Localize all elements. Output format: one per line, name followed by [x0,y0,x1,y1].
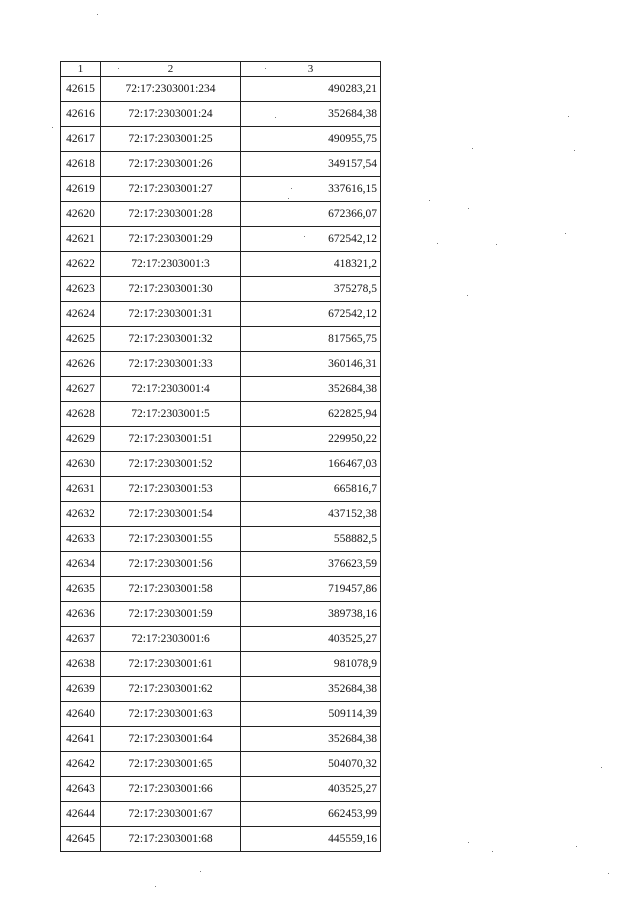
table-row [61,327,381,352]
cadastral-number-cell: 72:17:2303001:68 [101,827,241,852]
cadastral-value-cell: 490283,21 [241,77,381,102]
table-row [61,352,381,377]
column-number-row [61,62,381,77]
scan-speck [275,117,276,118]
cadastral-value-cell: 672542,12 [241,302,381,327]
cadastral-number-cell: 72:17:2303001:65 [101,752,241,777]
cadastral-value-cell: 662453,99 [241,802,381,827]
table-row [61,702,381,727]
row-number-cell: 42634 [61,552,101,577]
cadastral-number-cell: 72:17:2303001:61 [101,652,241,677]
scan-speck [472,148,473,149]
row-number-cell: 42624 [61,302,101,327]
row-number-cell: 42638 [61,652,101,677]
row-number-cell: 42645 [61,827,101,852]
cadastral-number-cell: 72:17:2303001:29 [101,227,241,252]
table-row [61,802,381,827]
scan-speck [291,188,292,189]
column-number-2: 2 [101,62,241,77]
cadastral-number-cell: 72:17:2303001:32 [101,327,241,352]
row-number-cell: 42628 [61,402,101,427]
row-number-cell: 42616 [61,102,101,127]
cadastral-value-cell: 445559,16 [241,827,381,852]
scan-speck [288,198,289,199]
scan-speck [118,68,119,69]
scan-speck [496,244,497,245]
cadastral-value-cell: 403525,27 [241,777,381,802]
cadastral-number-cell: 72:17:2303001:66 [101,777,241,802]
cadastral-number-cell: 72:17:2303001:52 [101,452,241,477]
table-row [61,602,381,627]
cadastral-value-cell: 672542,12 [241,227,381,252]
cadastral-number-cell: 72:17:2303001:56 [101,552,241,577]
row-number-cell: 42636 [61,602,101,627]
cadastral-number-cell: 72:17:2303001:63 [101,702,241,727]
scan-speck [467,295,468,296]
cadastral-value-cell: 719457,86 [241,577,381,602]
table-row [61,177,381,202]
cadastral-number-cell: 72:17:2303001:58 [101,577,241,602]
cadastral-number-cell: 72:17:2303001:25 [101,127,241,152]
cadastral-value-cell: 375278,5 [241,277,381,302]
table-row [61,627,381,652]
table-body [61,77,381,852]
table-row [61,227,381,252]
row-number-cell: 42627 [61,377,101,402]
table-row [61,102,381,127]
table-row [61,777,381,802]
scan-speck [437,243,438,244]
scan-speck [52,127,53,128]
scan-speck [468,208,469,209]
row-number-cell: 42623 [61,277,101,302]
row-number-cell: 42621 [61,227,101,252]
row-number-cell: 42643 [61,777,101,802]
row-number-cell: 42622 [61,252,101,277]
row-number-cell: 42642 [61,752,101,777]
row-number-cell: 42635 [61,577,101,602]
table-row [61,752,381,777]
scan-speck [565,233,566,234]
row-number-cell: 42619 [61,177,101,202]
scan-speck [468,842,469,843]
cadastral-value-cell: 665816,7 [241,477,381,502]
table-row [61,502,381,527]
row-number-cell: 42615 [61,77,101,102]
scan-speck [576,846,577,847]
column-number-3: 3 [241,62,381,77]
cadastral-value-cell: 352684,38 [241,377,381,402]
cadastral-value-cell: 504070,32 [241,752,381,777]
cadastral-value-cell: 352684,38 [241,727,381,752]
row-number-cell: 42617 [61,127,101,152]
table-row [61,152,381,177]
table-row [61,427,381,452]
cadastral-value-cell: 352684,38 [241,677,381,702]
scan-speck [304,236,305,237]
scan-speck [568,116,569,117]
cadastral-number-cell: 72:17:2303001:59 [101,602,241,627]
scan-speck [601,767,602,768]
cadastral-value-cell: 418321,2 [241,252,381,277]
cadastral-value-cell: 558882,5 [241,527,381,552]
cadastral-value-cell: 981078,9 [241,652,381,677]
table-row [61,77,381,102]
scan-speck [200,871,201,872]
row-number-cell: 42631 [61,477,101,502]
column-number-1: 1 [61,62,101,77]
cadastral-number-cell: 72:17:2303001:30 [101,277,241,302]
cadastral-number-cell: 72:17:2303001:55 [101,527,241,552]
cadastral-value-cell: 403525,27 [241,627,381,652]
scan-speck [492,851,493,852]
cadastral-value-cell: 352684,38 [241,102,381,127]
table-row [61,377,381,402]
cadastral-number-cell: 72:17:2303001:27 [101,177,241,202]
cadastral-value-cell: 166467,03 [241,452,381,477]
cadastral-number-cell: 72:17:2303001:3 [101,252,241,277]
table-row [61,402,381,427]
cadastral-value-cell: 509114,39 [241,702,381,727]
scan-speck [265,68,266,69]
cadastral-value-cell: 337616,15 [241,177,381,202]
row-number-cell: 42618 [61,152,101,177]
table-row [61,827,381,852]
cadastral-number-cell: 72:17:2303001:26 [101,152,241,177]
table-row [61,452,381,477]
cadastral-value-cell: 229950,22 [241,427,381,452]
table-row [61,552,381,577]
row-number-cell: 42626 [61,352,101,377]
row-number-cell: 42629 [61,427,101,452]
table-row [61,302,381,327]
cadastral-value-cell: 437152,38 [241,502,381,527]
cadastral-number-cell: 72:17:2303001:33 [101,352,241,377]
table-row [61,252,381,277]
scan-speck [429,200,430,201]
row-number-cell: 42641 [61,727,101,752]
cadastral-value-cell: 376623,59 [241,552,381,577]
row-number-cell: 42630 [61,452,101,477]
table-row [61,277,381,302]
table-row [61,727,381,752]
scan-speck [155,886,156,887]
cadastral-value-table [60,61,381,852]
row-number-cell: 42637 [61,627,101,652]
cadastral-number-cell: 72:17:2303001:24 [101,102,241,127]
cadastral-value-cell: 349157,54 [241,152,381,177]
cadastral-value-cell: 817565,75 [241,327,381,352]
row-number-cell: 42633 [61,527,101,552]
scan-speck [97,14,98,15]
table-row [61,527,381,552]
cadastral-number-cell: 72:17:2303001:4 [101,377,241,402]
cadastral-number-cell: 72:17:2303001:62 [101,677,241,702]
row-number-cell: 42620 [61,202,101,227]
cadastral-number-cell: 72:17:2303001:5 [101,402,241,427]
scan-speck [608,873,609,874]
cadastral-number-cell: 72:17:2303001:51 [101,427,241,452]
cadastral-number-cell: 72:17:2303001:64 [101,727,241,752]
cadastral-number-cell: 72:17:2303001:234 [101,77,241,102]
row-number-cell: 42632 [61,502,101,527]
table-row [61,652,381,677]
cadastral-value-cell: 672366,07 [241,202,381,227]
table-row [61,677,381,702]
table-row [61,202,381,227]
scan-speck [574,150,575,151]
row-number-cell: 42644 [61,802,101,827]
cadastral-number-cell: 72:17:2303001:28 [101,202,241,227]
cadastral-value-cell: 360146,31 [241,352,381,377]
cadastral-value-cell: 490955,75 [241,127,381,152]
cadastral-value-cell: 622825,94 [241,402,381,427]
table-row [61,577,381,602]
row-number-cell: 42640 [61,702,101,727]
cadastral-number-cell: 72:17:2303001:6 [101,627,241,652]
cadastral-number-cell: 72:17:2303001:67 [101,802,241,827]
cadastral-number-cell: 72:17:2303001:54 [101,502,241,527]
row-number-cell: 42639 [61,677,101,702]
table-row [61,477,381,502]
cadastral-number-cell: 72:17:2303001:31 [101,302,241,327]
cadastral-value-cell: 389738,16 [241,602,381,627]
row-number-cell: 42625 [61,327,101,352]
cadastral-number-cell: 72:17:2303001:53 [101,477,241,502]
table-row [61,127,381,152]
